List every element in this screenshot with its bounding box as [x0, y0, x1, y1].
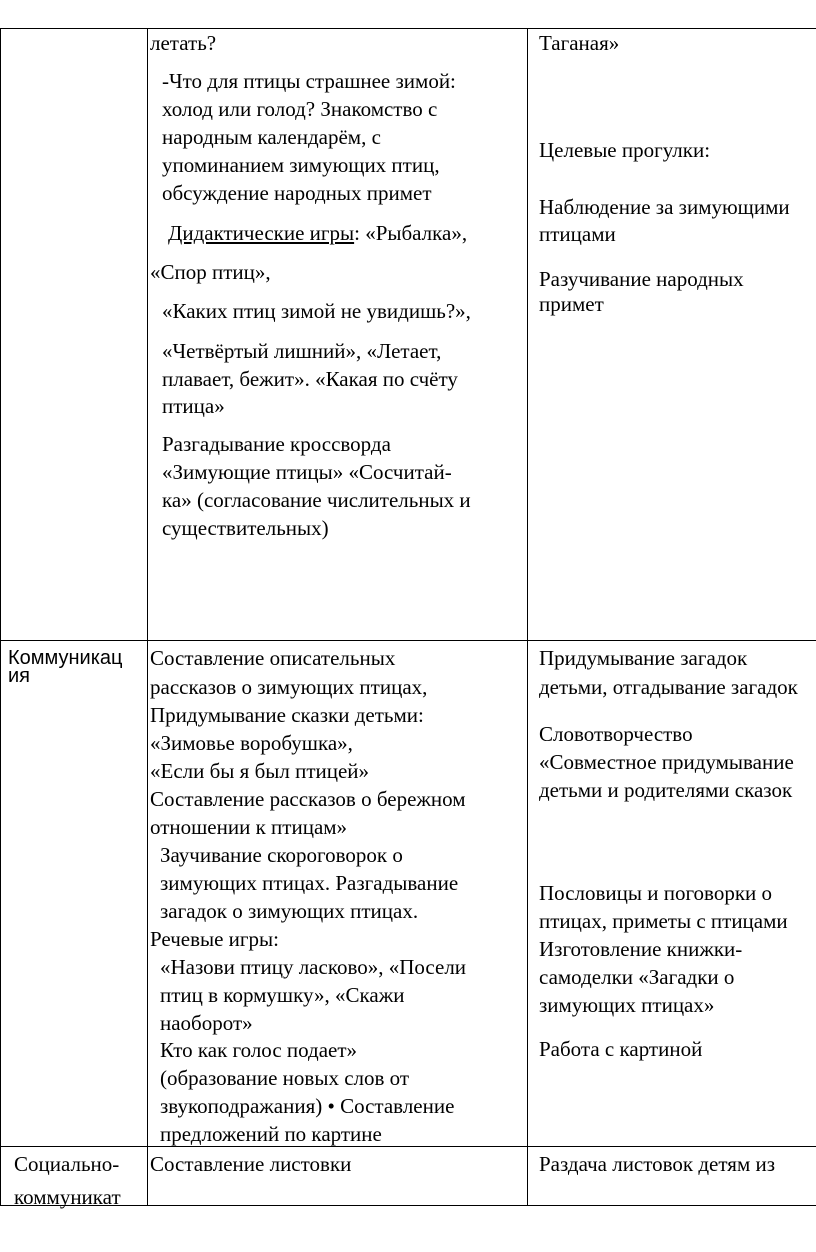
column-divider-2 — [527, 28, 528, 1206]
cell-text-line: «Зимовье воробушка», — [150, 731, 353, 755]
cell-text-line: Составление рассказов о бережном — [150, 787, 466, 811]
cell-text-line: «Назови птицу ласково», «Посели — [160, 955, 467, 979]
cell-text-line: звукоподражания) • Составление — [160, 1094, 455, 1118]
cell-text-line: упоминанием зимующих птиц, — [162, 153, 440, 177]
cell-text-line: Целевые прогулки: — [539, 138, 711, 162]
cell-text-line: детьми, отгадывание загадок — [539, 675, 798, 699]
table-left-border — [0, 28, 1, 1206]
cell-text-line: «Если бы я был птицей» — [150, 759, 370, 783]
cell-text-line: Составление описательных — [150, 646, 396, 670]
cell-text-line: Составление листовки — [150, 1152, 352, 1176]
cell-text-line: ка» (согласование числительных и — [162, 488, 471, 512]
cell-text-line: Наблюдение за зимующими — [539, 195, 790, 219]
cell-text-line: Разучивание народных — [539, 267, 744, 291]
cell-text-line: птиц в кормушку», «Скажи — [160, 983, 405, 1007]
cell-text-line: предложений по картине — [160, 1122, 382, 1146]
cell-text-line: птицами — [539, 222, 616, 246]
cell-text-line: Словотворчество — [539, 722, 693, 746]
cell-text-line: наоборот» — [160, 1011, 253, 1035]
cell-text-line: самоделки «Загадки о — [539, 965, 735, 989]
didactic-games-first: : «Рыбалка», — [354, 221, 468, 245]
didactic-games-heading: Дидактические игры — [168, 221, 355, 245]
cell-text-line: Работа с картиной — [539, 1037, 703, 1061]
row-divider-1 — [0, 640, 816, 641]
cell-text-line: существительных) — [162, 516, 329, 540]
cell-text-line: Раздача листовок детям из — [539, 1152, 776, 1176]
cell-text-line: зимующих птицах» — [539, 993, 715, 1017]
row-label-line: коммуникат — [14, 1185, 121, 1209]
table-top-border — [0, 28, 816, 29]
cell-text-line: птица» — [162, 394, 225, 418]
row-divider-2 — [0, 1146, 816, 1147]
cell-text-line: «Каких птиц зимой не увидишь?», — [162, 299, 471, 323]
cell-text-line: обсуждение народных примет — [162, 181, 432, 205]
cell-text-line: отношении к птицам» — [150, 815, 348, 839]
cell-text-line: Разгадывание кроссворда — [162, 432, 391, 456]
table-bottom-border — [0, 1205, 816, 1206]
cell-text-line: -Что для птицы страшнее зимой: — [162, 69, 456, 93]
cell-text-line: примет — [539, 292, 604, 316]
cell-text-line: Кто как голос подает» — [160, 1038, 358, 1062]
cell-text-line: рассказов о зимующих птицах, — [150, 675, 428, 699]
cell-text-line: народным календарём, с — [162, 125, 381, 149]
cell-text-line: птицах, приметы с птицами — [539, 909, 788, 933]
row-label-line: Социально- — [14, 1152, 120, 1176]
cell-text-line: Речевые игры: — [150, 927, 279, 951]
cell-text-line: «Спор птиц», — [150, 260, 271, 284]
cell-text-line: Придумывание загадок — [539, 646, 748, 670]
cell-text-line: Изготовление книжки- — [539, 937, 743, 961]
cell-text-line: Заучивание скороговорок о — [160, 843, 403, 867]
cell-text-line: «Совместное придумывание — [539, 750, 794, 774]
cell-text-line: Таганая» — [539, 31, 620, 55]
column-divider-1 — [147, 28, 148, 1206]
cell-text-line: плавает, бежит». «Какая по счёту — [162, 367, 458, 391]
cell-text-line: холод или голод? Знакомство с — [162, 97, 438, 121]
cell-text-line: Пословицы и поговорки о — [539, 881, 773, 905]
cell-text-line: «Зимующие птицы» «Сосчитай- — [162, 460, 452, 484]
cell-text-line: летать? — [150, 31, 217, 55]
cell-text-line: «Четвёртый лишний», «Летает, — [162, 339, 442, 363]
cell-text-line — [168, 220, 467, 247]
cell-text-line: загадок о зимующих птицах. — [160, 899, 419, 923]
cell-text-line: зимующих птицах. Разгадывание — [160, 871, 459, 895]
row-label-line: Коммуникац — [8, 647, 123, 669]
cell-text-line: (образование новых слов от — [160, 1066, 410, 1090]
row-label-line: ия — [8, 665, 31, 687]
cell-text-line: детьми и родителями сказок — [539, 778, 793, 802]
cell-text-line: Придумывание сказки детьми: — [150, 703, 424, 727]
